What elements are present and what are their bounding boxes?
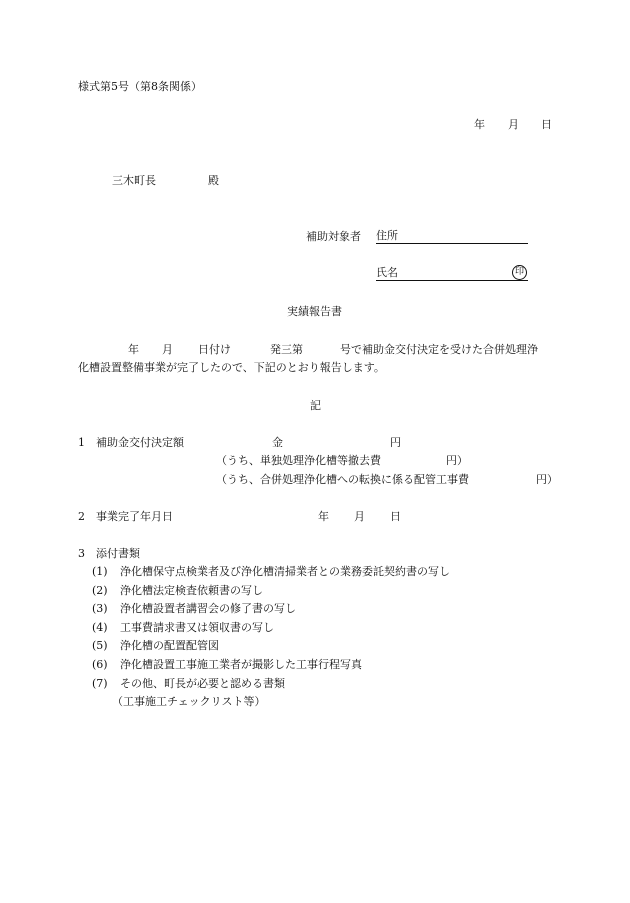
address-label: 住所 xyxy=(376,229,398,242)
document-title: 実績報告書 xyxy=(287,305,342,318)
applicant-label: 補助対象者 xyxy=(306,230,361,243)
item2-number: 2 xyxy=(78,510,85,523)
doc-item-no: (4) xyxy=(92,621,108,634)
date-month: 月 xyxy=(508,118,519,131)
doc-item-no: (2) xyxy=(92,584,108,597)
address-line xyxy=(376,229,528,244)
doc-note: （工事施工チェックリスト等） xyxy=(112,695,266,708)
name-line xyxy=(376,266,528,281)
doc-item-text: 浄化槽設置者講習会の修了書の写し xyxy=(120,602,296,615)
form-number: 様式第5号（第8条関係） xyxy=(78,80,202,93)
item2-year: 年 xyxy=(318,510,329,523)
body-line2: 化槽設置整備事業が完了したので、下記のとおり報告します。 xyxy=(78,361,385,374)
doc-item-text: 浄化槽の配置配管図 xyxy=(120,639,219,652)
ki-mark: 記 xyxy=(310,399,321,412)
doc-item-text: 工事費請求書又は領収書の写し xyxy=(120,621,274,634)
doc-item-text: 浄化槽設置工事施工業者が撮影した工事行程写真 xyxy=(120,658,362,671)
item1-yen: 円 xyxy=(390,436,401,449)
doc-item-no: (1) xyxy=(92,565,108,578)
item2-month: 月 xyxy=(354,510,365,523)
item1-kin: 金 xyxy=(272,436,283,449)
item1-breakdown1: （うち、単独処理浄化槽等撤去費 xyxy=(216,454,381,467)
name-label: 氏名 xyxy=(376,266,398,279)
item1-label: 補助金交付決定額 xyxy=(96,436,184,449)
body-issue-prefix: 発三第 xyxy=(270,343,303,356)
item1-breakdown1-yen: 円） xyxy=(446,454,468,467)
body-line1-rest: 号で補助金交付決定を受けた合併処理浄 xyxy=(340,343,538,356)
item1-breakdown2-yen: 円） xyxy=(536,473,558,486)
body-month: 月 xyxy=(162,343,173,356)
doc-item-no: (6) xyxy=(92,658,108,671)
doc-item-text: 浄化槽法定検査依頼書の写し xyxy=(120,584,263,597)
addressee-name: 三木町長 xyxy=(112,174,156,187)
item1-number: 1 xyxy=(78,436,85,449)
date-day: 日 xyxy=(541,118,552,131)
item3-number: 3 xyxy=(78,547,85,560)
addressee-honorific: 殿 xyxy=(208,174,219,187)
doc-item-no: (3) xyxy=(92,602,108,615)
doc-item-text: その他、町長が必要と認める書類 xyxy=(120,677,285,690)
body-day-dated: 日付け xyxy=(198,343,231,356)
item3-label: 添付書類 xyxy=(96,547,140,560)
doc-item-no: (7) xyxy=(92,677,108,690)
doc-item-text: 浄化槽保守点検業者及び浄化槽清掃業者との業務委託契約書の写し xyxy=(120,565,450,578)
item2-day: 日 xyxy=(390,510,401,523)
date-year: 年 xyxy=(474,118,485,131)
seal-mark: 印 xyxy=(512,265,527,280)
item2-label: 事業完了年月日 xyxy=(96,510,173,523)
item1-breakdown2: （うち、合併処理浄化槽への転換に係る配管工事費 xyxy=(216,473,469,486)
doc-item-no: (5) xyxy=(92,639,108,652)
body-year: 年 xyxy=(128,343,139,356)
